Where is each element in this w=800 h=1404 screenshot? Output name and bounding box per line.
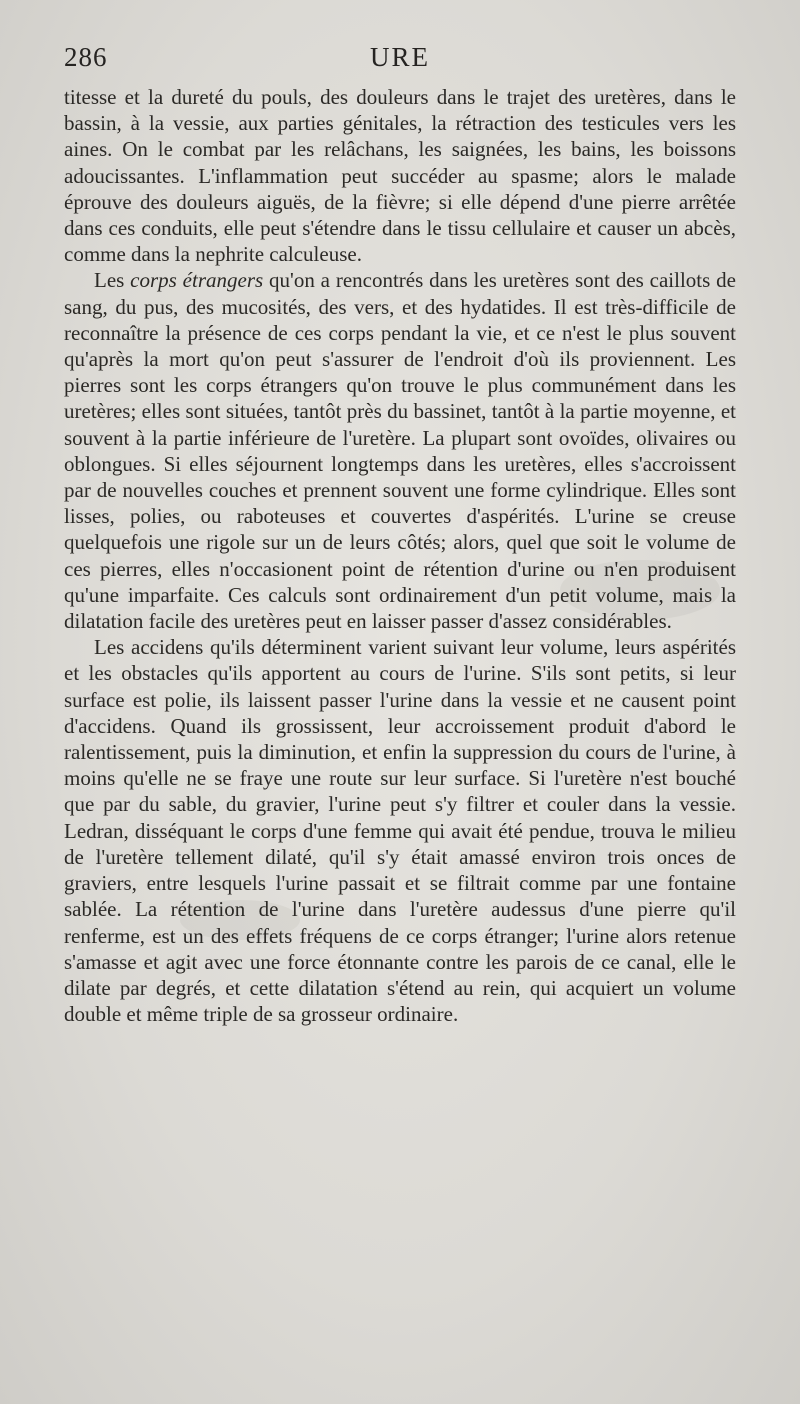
text-run: Les [94,268,131,293]
page-number: 286 [64,42,108,72]
text-run: qu'on a rencontrés dans les uretères sont des caillots de sang, du pus, des mucosités, des vers, et des hydatides. Il est très-difficile de reconnaître la présence de ces corps pendant la vie, et ce n'est le plus souvent qu'après la mort qu'on peut s'assurer de l'endroit d'où ils proviennent. Les pierres sont les corps étrangers qu'on trouve le plus communément dans les uretères; elles sont situées, tantôt près du bassinet, tantôt à la partie moyenne, et souvent à la partie inférieure de l'uretère. La plupart sont ovoïdes, olivaires ou oblongues. Si elles séjournent longtemps dans les uretères, elles s'accroissent par de nouvelles couches et prennent souvent une forme cylindrique. Elles sont lisses, polies, ou raboteuses et couvertes d'aspérités. L'urine se creuse quelquefois une rigole sur un de leurs côtés; alors, quel que soit le volume de ces pierres, elles n'occasionent point de rétention d'urine ou n'en produisent qu'une imparfaite. Ces calculs sont ordinairement d'un petit volume, mais la dilatation facile des uretères peut en laisser passer d'assez considérables. [64,268,736,634]
text-run: titesse et la dureté du pouls, des douleurs dans le trajet des uretères, dans le bassin, à la vessie, aux parties génitales, la rétraction des testicules vers les aines. On le combat par les relâchans, les saignées, les bains, les boissons adoucissantes. L'inflammation peut succéder au spasme; alors le malade éprouve des douleurs aiguës, de la fièvre; si elle dépend d'une pierre arrêtée dans ces conduits, elle peut s'étendre dans le tissu cellulaire et causer un abcès, comme dans la nephrite calculeuse. [64,85,736,267]
running-head: URE [370,42,430,72]
body-text [64,84,736,1027]
paragraph [64,634,736,1027]
text-run: Les accidens qu'ils déterminent varient suivant leur volume, leurs aspérités et les obstacles qu'ils apportent au cours de l'urine. S'ils sont petits, si leur surface est polie, ils laissent passer l'urine dans la vessie et ne causent point d'accidens. Quand ils grossissent, leur accroissement produit d'abord le ralentissement, puis la diminution, et enfin la suppression du cours de l'urine, à moins qu'elle ne se fraye une route sur leur surface. Si l'uretère n'est bouché que par du sable, du gravier, l'urine peut s'y filtrer et couler dans la vessie. Ledran, disséquant le corps d'une femme qui avait été pendue, trouva le milieu de l'uretère tellement dilaté, qu'il s'y était amassé environ trois onces de graviers, entre lesquels l'urine passait et se filtrait comme par une fontaine sablée. La rétention de l'urine dans l'uretère audessus d'une pierre qu'il renferme, est un des effets fréquens de ce corps étranger; l'urine alors retenue s'amasse et agit avec une force étonnante contre les parois de ce canal, elle le dilate par degrés, et cette dilatation s'étend au rein, qui acquiert un volume double et même triple de sa grosseur ordinaire. [64,635,736,1027]
paragraph [64,84,736,267]
page-header [64,38,736,78]
paragraph [64,267,736,634]
italic-term: corps étrangers [130,268,264,293]
